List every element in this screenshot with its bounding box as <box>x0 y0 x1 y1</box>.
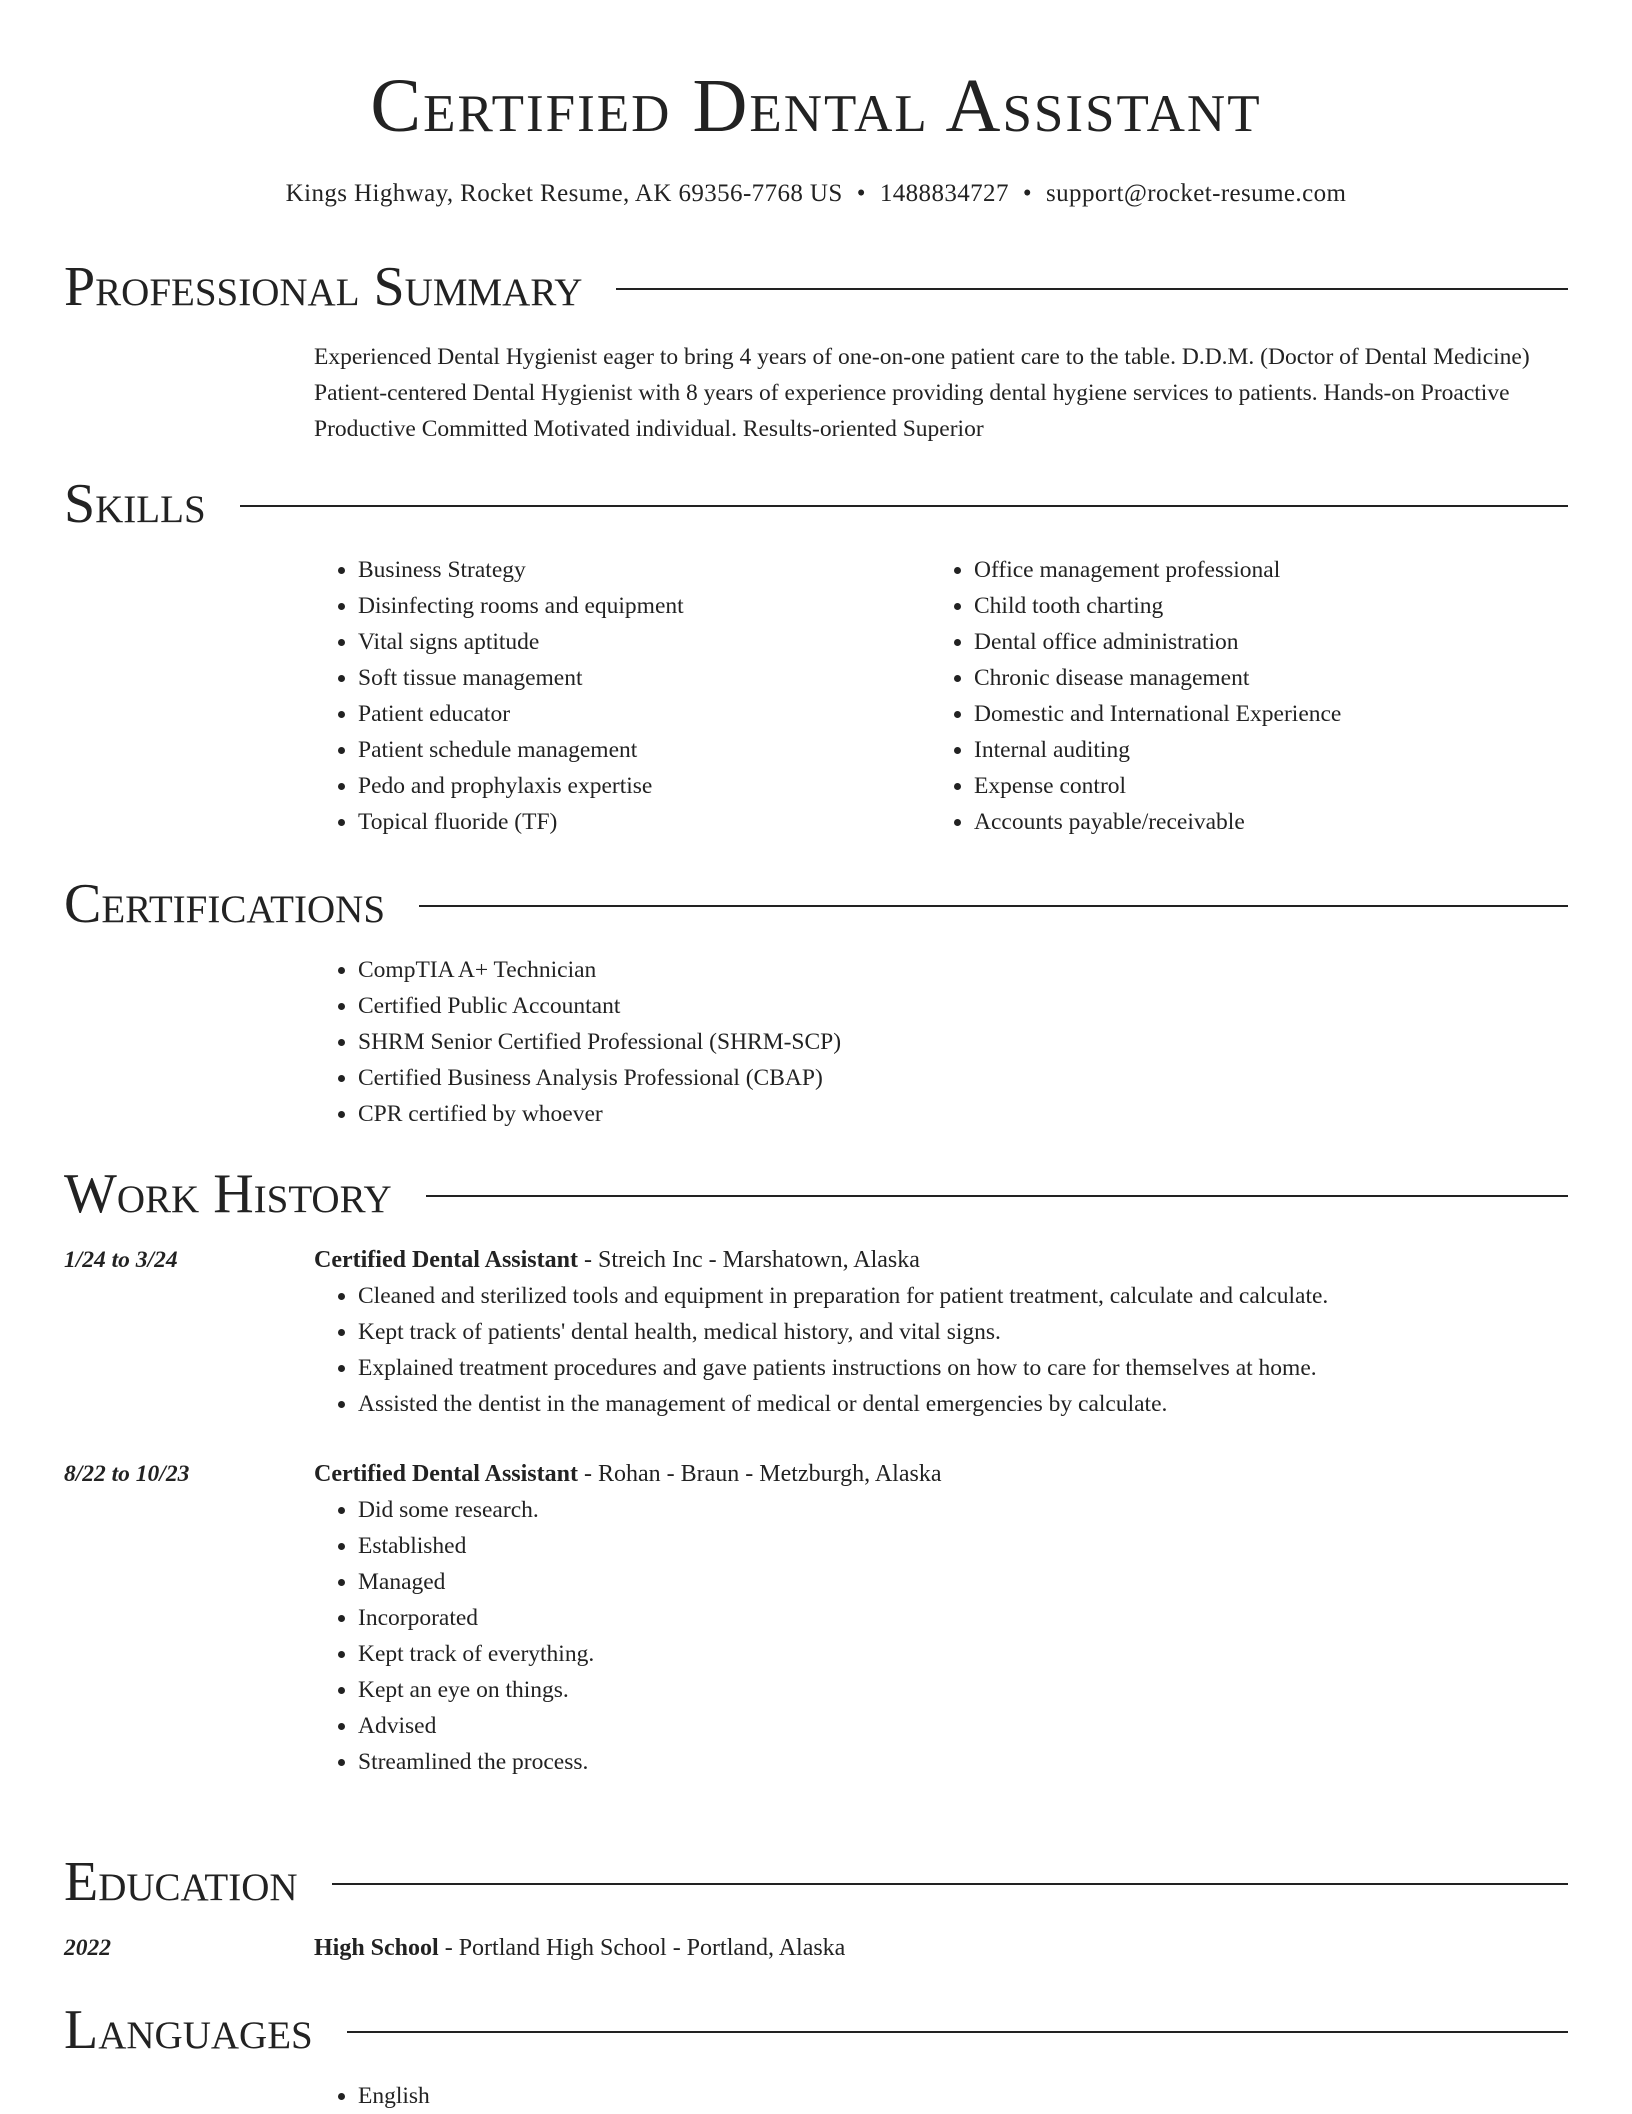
certification-item: • SHRM Senior Certified Professional (SHRM-SCP) <box>358 1024 1568 1060</box>
certifications-section <box>64 872 1568 1132</box>
section-title-certifications: Certifications <box>64 873 386 935</box>
job-body <box>314 1456 1568 1780</box>
contact-email[interactable]: support@rocket-resume.com <box>1046 180 1347 207</box>
certification-item: • CompTIA A+ Technician <box>358 952 1568 988</box>
contact-separator: • <box>1022 180 1033 207</box>
contact-separator: • <box>856 180 866 207</box>
skill-item: • Patient educator <box>358 696 930 732</box>
job-employer-details: - Streich Inc - Marshatown, Alaska <box>577 1247 920 1273</box>
section-divider <box>347 2031 1568 2033</box>
languages-list <box>314 2078 1568 2114</box>
job-bullet: • Kept track of patients' dental health, medical history, and vital signs. <box>358 1314 1568 1350</box>
section-title-skills: Skills <box>64 473 206 535</box>
summary-text: Experienced Dental Hygienist eager to bring 4 years of one-on-one patient care to the table. D.D.M. (Doctor of Dental Medicine) Patient-centered Dental Hygienist with 8 years of experience providing dental hygiene services to patients. Hands-on Proactive Productive Committed Motivated individual. Results-oriented Superior <box>314 344 1530 442</box>
job-bullet: • Did some research. <box>358 1492 1568 1528</box>
job-title-line <box>314 1242 1568 1278</box>
job-bullet: • Streamlined the process. <box>358 1744 1568 1780</box>
section-divider <box>240 505 1568 507</box>
section-title-education: Education <box>64 1851 298 1913</box>
skills-column-left <box>314 552 930 840</box>
section-title-summary: Professional Summary <box>64 256 583 318</box>
skill-item: • Domestic and International Experience <box>974 696 1546 732</box>
education-entry <box>64 1930 1568 1966</box>
skill-item: • Internal auditing <box>974 732 1546 768</box>
section-divider <box>419 905 1568 907</box>
section-header <box>64 1162 1568 1226</box>
education-school-details: - Portland High School - Portland, Alaska <box>438 1935 846 1961</box>
skill-item: • Office management professional <box>974 552 1546 588</box>
education-section <box>64 1850 1568 1966</box>
job-employer-details: - Rohan - Braun - Metzburgh, Alaska <box>577 1461 942 1487</box>
certifications-content <box>314 952 1568 1132</box>
job-role: Certified Dental Assistant <box>314 1247 578 1273</box>
skill-item: • Disinfecting rooms and equipment <box>358 588 930 624</box>
summary-section <box>64 255 1568 447</box>
languages-section <box>64 1998 1568 2114</box>
certification-item: • Certified Business Analysis Professional (CBAP) <box>358 1060 1568 1096</box>
education-date: 2022 <box>64 1935 111 1961</box>
section-header <box>64 872 1568 936</box>
skills-column-right <box>930 552 1546 840</box>
section-title-work-history: Work History <box>64 1163 392 1225</box>
contact-line <box>0 180 1632 208</box>
section-title-languages: Languages <box>64 1999 313 2061</box>
contact-phone: 1488834727 <box>879 180 1009 207</box>
work-history-section <box>64 1162 1568 1780</box>
job-bullet: • Advised <box>358 1708 1568 1744</box>
language-item: • English <box>358 2078 1568 2114</box>
resume-header <box>0 0 1632 208</box>
job-bullet: • Assisted the dentist in the management of medical or dental emergencies by calculate. <box>358 1386 1568 1422</box>
job-dates: 8/22 to 10/23 <box>64 1461 190 1487</box>
skill-item: • Topical fluoride (TF) <box>358 804 930 840</box>
job-title-line <box>314 1456 1568 1492</box>
languages-content <box>314 2078 1568 2114</box>
skill-item: • Accounts payable/receivable <box>974 804 1546 840</box>
certification-item: • Certified Public Accountant <box>358 988 1568 1024</box>
skills-section <box>64 472 1568 840</box>
certifications-list <box>314 952 1568 1132</box>
job-bullet: • Incorporated <box>358 1600 1568 1636</box>
job-bullet: • Explained treatment procedures and gave patients instructions on how to care for themselves at home. <box>358 1350 1568 1386</box>
job-bullet: • Kept an eye on things. <box>358 1672 1568 1708</box>
section-header <box>64 1998 1568 2062</box>
job-bullet: • Established <box>358 1528 1568 1564</box>
section-header <box>64 1850 1568 1914</box>
skills-grid <box>314 552 1568 840</box>
contact-address: Kings Highway, Rocket Resume, AK 69356-7768 US <box>285 180 843 207</box>
section-header <box>64 472 1568 536</box>
job-bullet: • Cleaned and sterilized tools and equipment in preparation for patient treatment, calculate and calculate. <box>358 1278 1568 1314</box>
skill-item: • Pedo and prophylaxis expertise <box>358 768 930 804</box>
section-divider <box>426 1195 1568 1197</box>
job-entry <box>64 1456 1568 1780</box>
job-bullets <box>314 1278 1568 1422</box>
skill-item: • Business Strategy <box>358 552 930 588</box>
section-divider <box>616 288 1568 290</box>
job-role: Certified Dental Assistant <box>314 1461 578 1487</box>
education-degree: High School <box>314 1935 439 1961</box>
job-dates: 1/24 to 3/24 <box>64 1247 178 1273</box>
section-header <box>64 255 1568 319</box>
education-body <box>314 1930 1568 1966</box>
skill-item: • Expense control <box>974 768 1546 804</box>
skill-item: • Vital signs aptitude <box>358 624 930 660</box>
skill-item: • Soft tissue management <box>358 660 930 696</box>
skill-item: • Dental office administration <box>974 624 1546 660</box>
job-bullet: • Managed <box>358 1564 1568 1600</box>
certification-item: • CPR certified by whoever <box>358 1096 1568 1132</box>
job-bullets <box>314 1492 1568 1780</box>
section-divider <box>332 1883 1568 1885</box>
education-title-line <box>314 1930 1568 1966</box>
skills-list-right <box>930 552 1546 840</box>
skill-item: • Chronic disease management <box>974 660 1546 696</box>
job-entry <box>64 1242 1568 1422</box>
job-body <box>314 1242 1568 1422</box>
skill-item: • Child tooth charting <box>974 588 1546 624</box>
skills-list-left <box>314 552 930 840</box>
skill-item: • Patient schedule management <box>358 732 930 768</box>
candidate-name: Certified Dental Assistant <box>370 64 1262 148</box>
job-bullet: • Kept track of everything. <box>358 1636 1568 1672</box>
